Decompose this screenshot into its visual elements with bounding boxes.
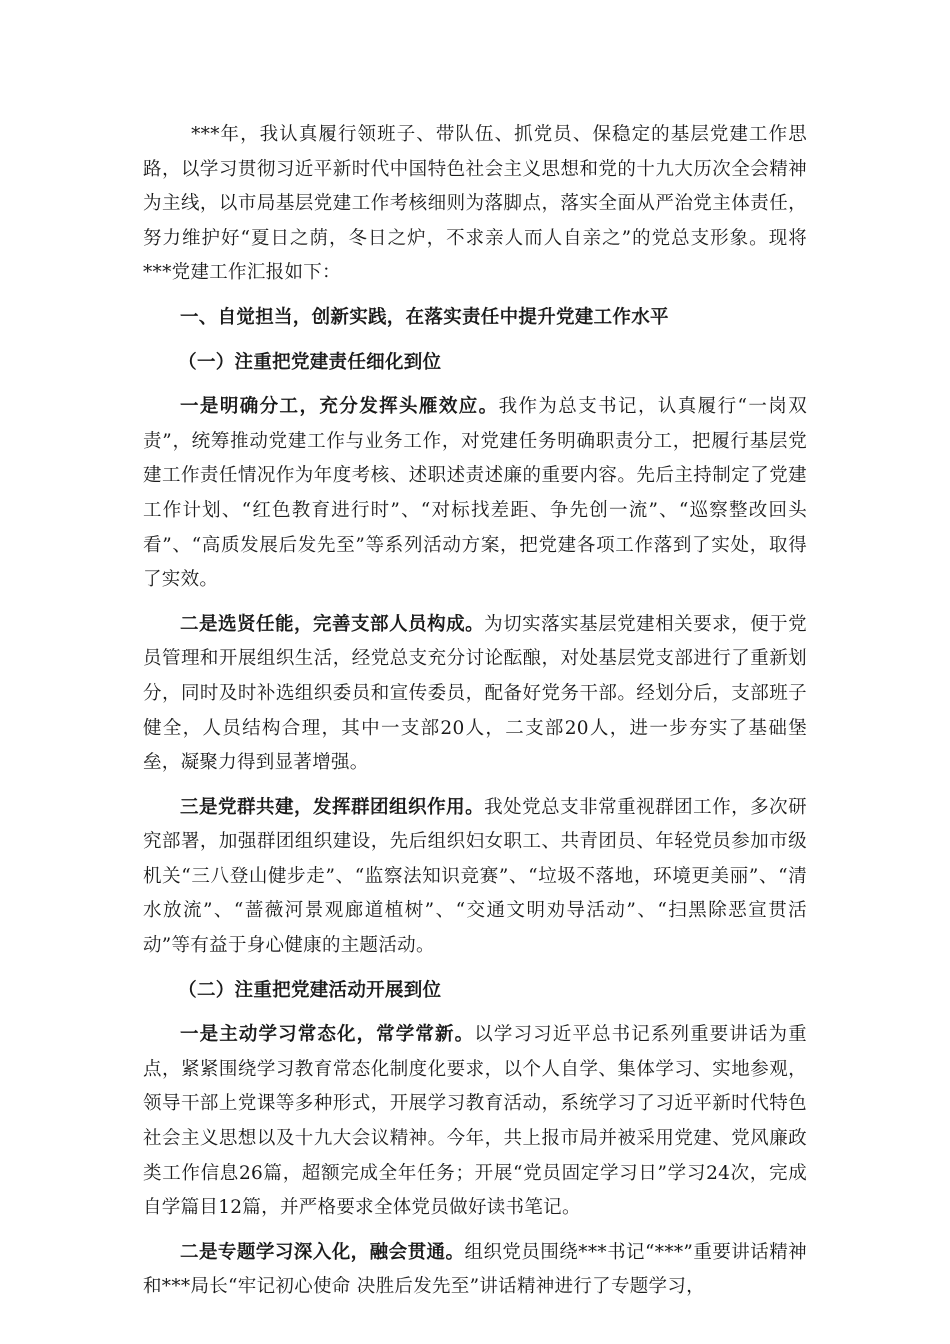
- paragraph-lead: 一是主动学习常态化，常学常新。: [180, 1024, 475, 1046]
- paragraph-lead: 三是党群共建，发挥群团组织作用。: [180, 796, 485, 818]
- paragraph-active-learning: [143, 1018, 807, 1226]
- subsection-heading-1: （一）注重把党建责任细化到位: [178, 351, 442, 373]
- paragraph-division-of-labor: [143, 390, 807, 598]
- paragraph-body: 以学习习近平总书记系列重要讲话为重点，紧紧围绕学习教育常态化制度化要求，以个人自学、集体学习、实地参观，领导干部上党课等多种形式，开展学习教育活动，系统学习了习近平新时代特色社会主义思想以及十九大会议精神。今年，共上报市局并被采用党建、党风廉政类工作信息26篇，超额完成全年任务；开展“党员固定学习日”学习24次，完成自学篇目12篇，并严格要求全体党员做好读书笔记。: [143, 1024, 807, 1219]
- paragraph-lead: 二是专题学习深入化，融会贯通。: [180, 1241, 465, 1263]
- paragraph-personnel: [143, 608, 807, 781]
- paragraph-lead: 二是选贤任能，完善支部人员构成。: [180, 613, 485, 635]
- section-heading-1: 一、自觉担当，创新实践，在落实责任中提升党建工作水平: [180, 306, 669, 328]
- paragraph-body: 为切实落实基层党建相关要求，便于党员管理和开展组织生活，经党总支充分讨论酝酿，对处基层党支部进行了重新划分，同时及时补选组织委员和宣传委员，配备好党务干部。经划分后，支部班子健全，人员结构合理，其中一支部20人，二支部20人，进一步夯实了基础堡垒，凝聚力得到显著增强。: [143, 613, 807, 774]
- paragraph-body: 组织党员围绕***书记“***”重要讲话精神和***局长“牢记初心使命 决胜后发先至”讲话精神进行了专题学习，: [143, 1241, 807, 1298]
- paragraph-mass-organizations: [143, 791, 807, 964]
- paragraph-thematic-learning: [143, 1236, 807, 1305]
- paragraph-body: 我作为总支书记，认真履行“一岗双责”，统筹推动党建工作与业务工作，对党建任务明确职责分工，把履行基层党建工作责任情况作为年度考核、述职述责述廉的重要内容。先后主持制定了党建工作计划、“红色教育进行时”、“对标找差距、争先创一流”、“巡察整改回头看”、“高质发展后发先至”等系列活动方案，把党建各项工作落到了实处，取得了实效。: [143, 396, 807, 591]
- document-page: [143, 118, 807, 1315]
- intro-paragraph: ***年，我认真履行领班子、带队伍、抓党员、保稳定的基层党建工作思路，以学习贯彻习近平新时代中国特色社会主义思想和党的十九大历次全会精神为主线，以市局基层党建工作考核细则为落脚点，落实全面从严治党主体责任，努力维护好“夏日之荫，冬日之炉，不求亲人而人自亲之”的党总支形象。现将***党建工作汇报如下：: [143, 124, 807, 284]
- paragraph-lead: 一是明确分工，充分发挥头雁效应。: [180, 396, 499, 418]
- paragraph-body: 我处党总支非常重视群团工作，多次研究部署，加强群团组织建设，先后组织妇女职工、共青团员、年轻党员参加市级机关“三八登山健步走”、“监察法知识竞赛”、“垃圾不落地，环境更美丽”、“清水放流”、“蔷薇河景观廊道植树”、“交通文明劝导活动”、“扫黑除恶宣贯活动”等有益于身心健康的主题活动。: [143, 796, 807, 957]
- subsection-heading-2: （二）注重把党建活动开展到位: [178, 979, 442, 1001]
